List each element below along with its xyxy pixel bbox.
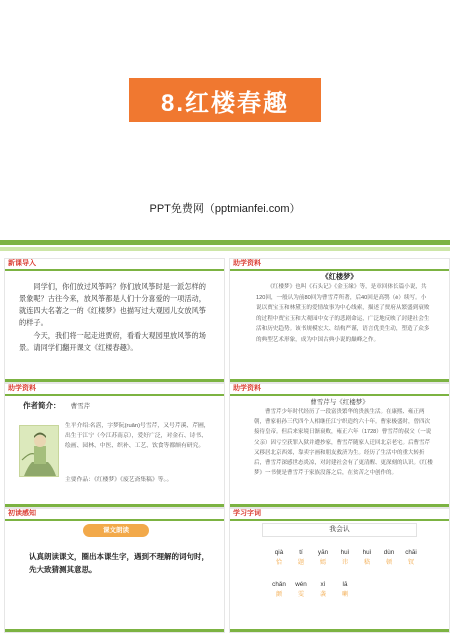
pinyin: tí [299, 549, 303, 556]
intro-paragraph-2: 今天，我们将一起走进贾府，看看大观园里放风筝的场景。请同学们翻开课文《红楼春趣》。 [19, 331, 206, 352]
pinyin: wén [295, 581, 307, 588]
header-divider [5, 394, 224, 396]
author-row [23, 400, 90, 411]
hanzi: 钗 [407, 559, 415, 566]
pinyin: chāi [405, 549, 417, 556]
book-description: 《红楼梦》也叫《石头记》《金玉缘》等，是章回体长篇小说，共120回，一般认为前80回为曹雪芹所著，后40回是高鹗（è）续写。小说以贾宝玉和林黛玉的爱情故事为中心线索，描述了贾府从繁盛到衰败的过程中贾宝玉和大观园中女子的悲剧命运，广泛地反映了封建社会生活和历史趋势。该书规模宏大、结构严谨，语言优美生动，塑造了众多的典型艺术形象，成为中国古典小说的巅峰之作。 [256, 284, 430, 343]
pinyin: yān [317, 549, 329, 556]
panel-footer-bar [230, 629, 449, 632]
vocab-cell [334, 580, 356, 601]
title-bottom-bars [0, 240, 450, 253]
panel-header-label: 学习字词 [233, 510, 261, 517]
hanzi: 嫣 [319, 559, 327, 566]
intro-content [19, 281, 212, 355]
vocab-cell [268, 548, 290, 569]
hanzi: 雯 [297, 591, 305, 598]
vocab-cell [312, 548, 334, 569]
panel-header [230, 509, 449, 518]
panel-header-label: 助学资料 [233, 385, 261, 392]
header-divider [5, 269, 224, 271]
author-name: 曹雪芹 [70, 403, 91, 410]
slide-reading [4, 508, 225, 633]
vocab-row-2 [268, 580, 428, 601]
pinyin: lā [342, 581, 348, 588]
light-green-bar [0, 247, 450, 251]
vocab-cell [268, 580, 290, 601]
panel-header [5, 259, 224, 268]
hanzi: 颤 [275, 591, 283, 598]
pinyin: dùn [383, 549, 395, 556]
panel-header-label: 初读感知 [8, 510, 36, 517]
author-bio: 生平介绍:名霑，字梦阮(ruǎn)号雪芹，又号芹溪、芹圃，出生于江宁（今江苏南京），爱好广泛，对金石、诗书、绘画、园林、中医、织补、工艺、饮食等都颇有研究。 [65, 423, 210, 449]
read-aloud-chip[interactable]: 课文朗读 [83, 524, 149, 537]
panel-header-label: 助学资料 [233, 260, 261, 267]
book-title: 《红楼梦》 [321, 272, 358, 281]
story-caption: 曹雪芹与《红楼梦》 [310, 399, 369, 406]
slide-vocab [229, 508, 450, 633]
hanzi: 讳 [341, 559, 349, 566]
header-divider [230, 269, 449, 271]
hanzi: 喇 [341, 591, 349, 598]
slide-intro [4, 258, 225, 383]
panel-header [5, 384, 224, 393]
vocab-grid [268, 548, 428, 618]
author-portrait [19, 425, 59, 477]
vocab-cell [400, 548, 422, 569]
author-label: 作者简介： [23, 401, 61, 410]
pinyin: xì [320, 581, 326, 588]
story-body: 曹雪芹少年时代经历了一段富贵繁华的贵族生活。在康熙、雍正两朝，曹家祖孙三代四个人相继任江宁织造约六十年。曹家极盛时，曾四次接待皇帝。但后来家境日渐衰败，雍正六年（1728）曹雪芹的叔父（一说父亲）因亏空获罪入狱并遭抄家，曹雪芹随家人迁回北京老宅。后曹雪芹又移居北京西郊，靠卖字画和朋友救济为生。经历了生活中的重大转折后，曹雪芹深感世态炎凉，对封建社会有了更清醒、更深刻的认识。《红楼梦》一书便是曹雪芹于家族没落之后，在贫苦之中创作的。 [254, 409, 433, 477]
title-slide [0, 0, 450, 253]
panel-footer-bar [5, 629, 224, 632]
header-divider [230, 519, 449, 521]
title-banner [129, 78, 321, 122]
panel-header [230, 259, 449, 268]
vocab-cell [312, 580, 334, 601]
vocab-cell [378, 548, 400, 569]
subtitle: PPT免费网（pptmianfei.com） [149, 203, 301, 215]
hanzi: 袭 [319, 591, 327, 598]
slide-author-story [229, 383, 450, 508]
hanzi: 恰 [275, 559, 283, 566]
reading-instruction: 认真朗读课文，圈出本课生字，遇到不理解的词句时，先大致猜测其意思。 [29, 552, 209, 574]
panel-footer-bar [230, 379, 449, 382]
portrait-figure-icon [20, 426, 59, 477]
pinyin: qià [274, 549, 284, 556]
hanzi: 嵇 [363, 559, 371, 566]
panel-footer-bar [5, 379, 224, 382]
panel-header [230, 384, 449, 393]
page-title: 8.红楼春趣 [160, 89, 289, 117]
hanzi: 顿 [385, 559, 393, 566]
vocab-cell [334, 548, 356, 569]
vocab-cell [290, 548, 312, 569]
vocab-label-box: 我会认 [262, 523, 417, 537]
vocab-cell [356, 548, 378, 569]
vocab-cell [290, 580, 312, 601]
slide-book-info [229, 258, 450, 383]
vocab-row-1 [268, 548, 428, 569]
panel-header-label: 助学资料 [8, 385, 36, 392]
panel-footer-bar [230, 504, 449, 507]
pinyin: chǎn [272, 581, 286, 588]
header-divider [5, 519, 224, 521]
panel-header [5, 509, 224, 518]
pinyin: huì [362, 549, 372, 556]
slide-author [4, 383, 225, 508]
author-works: 主要作品：《红楼梦》《废艺斋集稿》等。。 [65, 477, 173, 483]
green-bar [0, 240, 450, 245]
header-divider [230, 394, 449, 396]
pinyin: huì [340, 549, 350, 556]
intro-paragraph-1: 同学们，你们放过风筝吗？你们放风筝时是一派怎样的景象呢？古往今来，放风筝都是人们十分喜爱的一项活动，就连四大名著之一的《红楼梦》也描写过大观园儿女放风筝的样子。 [19, 282, 206, 327]
panel-footer-bar [5, 504, 224, 507]
hanzi: 题 [297, 559, 305, 566]
panel-header-label: 新课导入 [8, 260, 36, 267]
